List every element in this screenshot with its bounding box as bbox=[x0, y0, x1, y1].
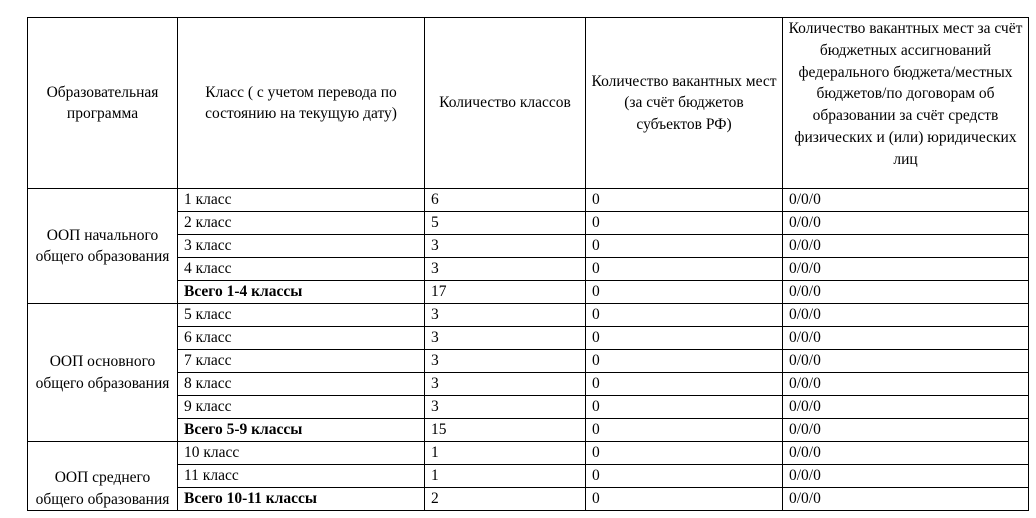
header-class-count: Количество классов bbox=[425, 18, 586, 189]
header-class: Класс ( с учетом перевода по состоянию на текущую дату) bbox=[178, 18, 425, 189]
count-cell: 3 bbox=[425, 258, 586, 281]
class-cell: 9 класс bbox=[178, 396, 425, 419]
vacant-subject-cell: 0 bbox=[586, 304, 783, 327]
class-total-cell: Всего 1-4 классы bbox=[178, 281, 425, 304]
program-cell: ООП начального общего образования bbox=[28, 189, 178, 304]
vacant-subject-cell: 0 bbox=[586, 235, 783, 258]
count-cell: 1 bbox=[425, 442, 586, 465]
class-cell: 2 класс bbox=[178, 212, 425, 235]
vacant-subject-cell: 0 bbox=[586, 442, 783, 465]
vacant-subject-cell: 0 bbox=[586, 281, 783, 304]
class-cell: 6 класс bbox=[178, 327, 425, 350]
count-cell: 15 bbox=[425, 419, 586, 442]
table-row bbox=[28, 442, 1029, 465]
count-cell: 3 bbox=[425, 373, 586, 396]
vacant-subject-cell: 0 bbox=[586, 419, 783, 442]
class-cell: 8 класс bbox=[178, 373, 425, 396]
count-cell: 5 bbox=[425, 212, 586, 235]
table-body bbox=[28, 189, 1029, 511]
vacant-federal-cell: 0/0/0 bbox=[783, 419, 1029, 442]
class-total-cell: Всего 5-9 классы bbox=[178, 419, 425, 442]
table-row-total bbox=[28, 419, 1029, 442]
program-cell: ООП среднего общего образования bbox=[28, 442, 178, 511]
table-row bbox=[28, 327, 1029, 350]
header-program: Образовательная программа bbox=[28, 18, 178, 189]
vacant-federal-cell: 0/0/0 bbox=[783, 442, 1029, 465]
count-cell: 3 bbox=[425, 235, 586, 258]
table-row bbox=[28, 189, 1029, 212]
vacant-federal-cell: 0/0/0 bbox=[783, 258, 1029, 281]
table-row bbox=[28, 396, 1029, 419]
vacant-federal-cell: 0/0/0 bbox=[783, 373, 1029, 396]
header-vacant-federal: Количество вакантных мест за счёт бюджетных ассигнований федерального бюджета/местных бюджетов/по договорам об образовании за счёт средств физических и (или) юридических лиц bbox=[783, 18, 1029, 189]
vacant-federal-cell: 0/0/0 bbox=[783, 396, 1029, 419]
count-cell: 17 bbox=[425, 281, 586, 304]
vacant-federal-cell: 0/0/0 bbox=[783, 350, 1029, 373]
table-row-total bbox=[28, 281, 1029, 304]
table-row bbox=[28, 350, 1029, 373]
vacant-federal-cell: 0/0/0 bbox=[783, 212, 1029, 235]
count-cell: 1 bbox=[425, 465, 586, 488]
vacant-federal-cell: 0/0/0 bbox=[783, 465, 1029, 488]
table-row-total bbox=[28, 488, 1029, 511]
count-cell: 3 bbox=[425, 396, 586, 419]
header-row bbox=[28, 18, 1029, 189]
vacant-federal-cell: 0/0/0 bbox=[783, 304, 1029, 327]
vacant-subject-cell: 0 bbox=[586, 189, 783, 212]
count-cell: 6 bbox=[425, 189, 586, 212]
vacant-subject-cell: 0 bbox=[586, 465, 783, 488]
class-cell: 11 класс bbox=[178, 465, 425, 488]
vacant-subject-cell: 0 bbox=[586, 350, 783, 373]
header-vacant-subject: Количество вакантных мест (за счёт бюджетов субъектов РФ) bbox=[586, 18, 783, 189]
class-cell: 4 класс bbox=[178, 258, 425, 281]
vacant-federal-cell: 0/0/0 bbox=[783, 327, 1029, 350]
program-cell: ООП основного общего образования bbox=[28, 304, 178, 442]
vacant-subject-cell: 0 bbox=[586, 373, 783, 396]
count-cell: 2 bbox=[425, 488, 586, 511]
class-cell: 7 класс bbox=[178, 350, 425, 373]
table-row bbox=[28, 212, 1029, 235]
vacant-subject-cell: 0 bbox=[586, 258, 783, 281]
count-cell: 3 bbox=[425, 327, 586, 350]
class-cell: 1 класс bbox=[178, 189, 425, 212]
vacant-federal-cell: 0/0/0 bbox=[783, 235, 1029, 258]
vacant-federal-cell: 0/0/0 bbox=[783, 281, 1029, 304]
table-row bbox=[28, 258, 1029, 281]
vacant-subject-cell: 0 bbox=[586, 212, 783, 235]
table-row bbox=[28, 373, 1029, 396]
count-cell: 3 bbox=[425, 304, 586, 327]
vacant-subject-cell: 0 bbox=[586, 396, 783, 419]
vacant-subject-cell: 0 bbox=[586, 488, 783, 511]
class-cell: 3 класс bbox=[178, 235, 425, 258]
class-cell: 5 класс bbox=[178, 304, 425, 327]
vacancies-table bbox=[27, 17, 1029, 511]
vacant-federal-cell: 0/0/0 bbox=[783, 488, 1029, 511]
vacant-subject-cell: 0 bbox=[586, 327, 783, 350]
class-total-cell: Всего 10-11 классы bbox=[178, 488, 425, 511]
table-row bbox=[28, 465, 1029, 488]
table-row bbox=[28, 304, 1029, 327]
class-cell: 10 класс bbox=[178, 442, 425, 465]
table-row bbox=[28, 235, 1029, 258]
vacant-federal-cell: 0/0/0 bbox=[783, 189, 1029, 212]
count-cell: 3 bbox=[425, 350, 586, 373]
